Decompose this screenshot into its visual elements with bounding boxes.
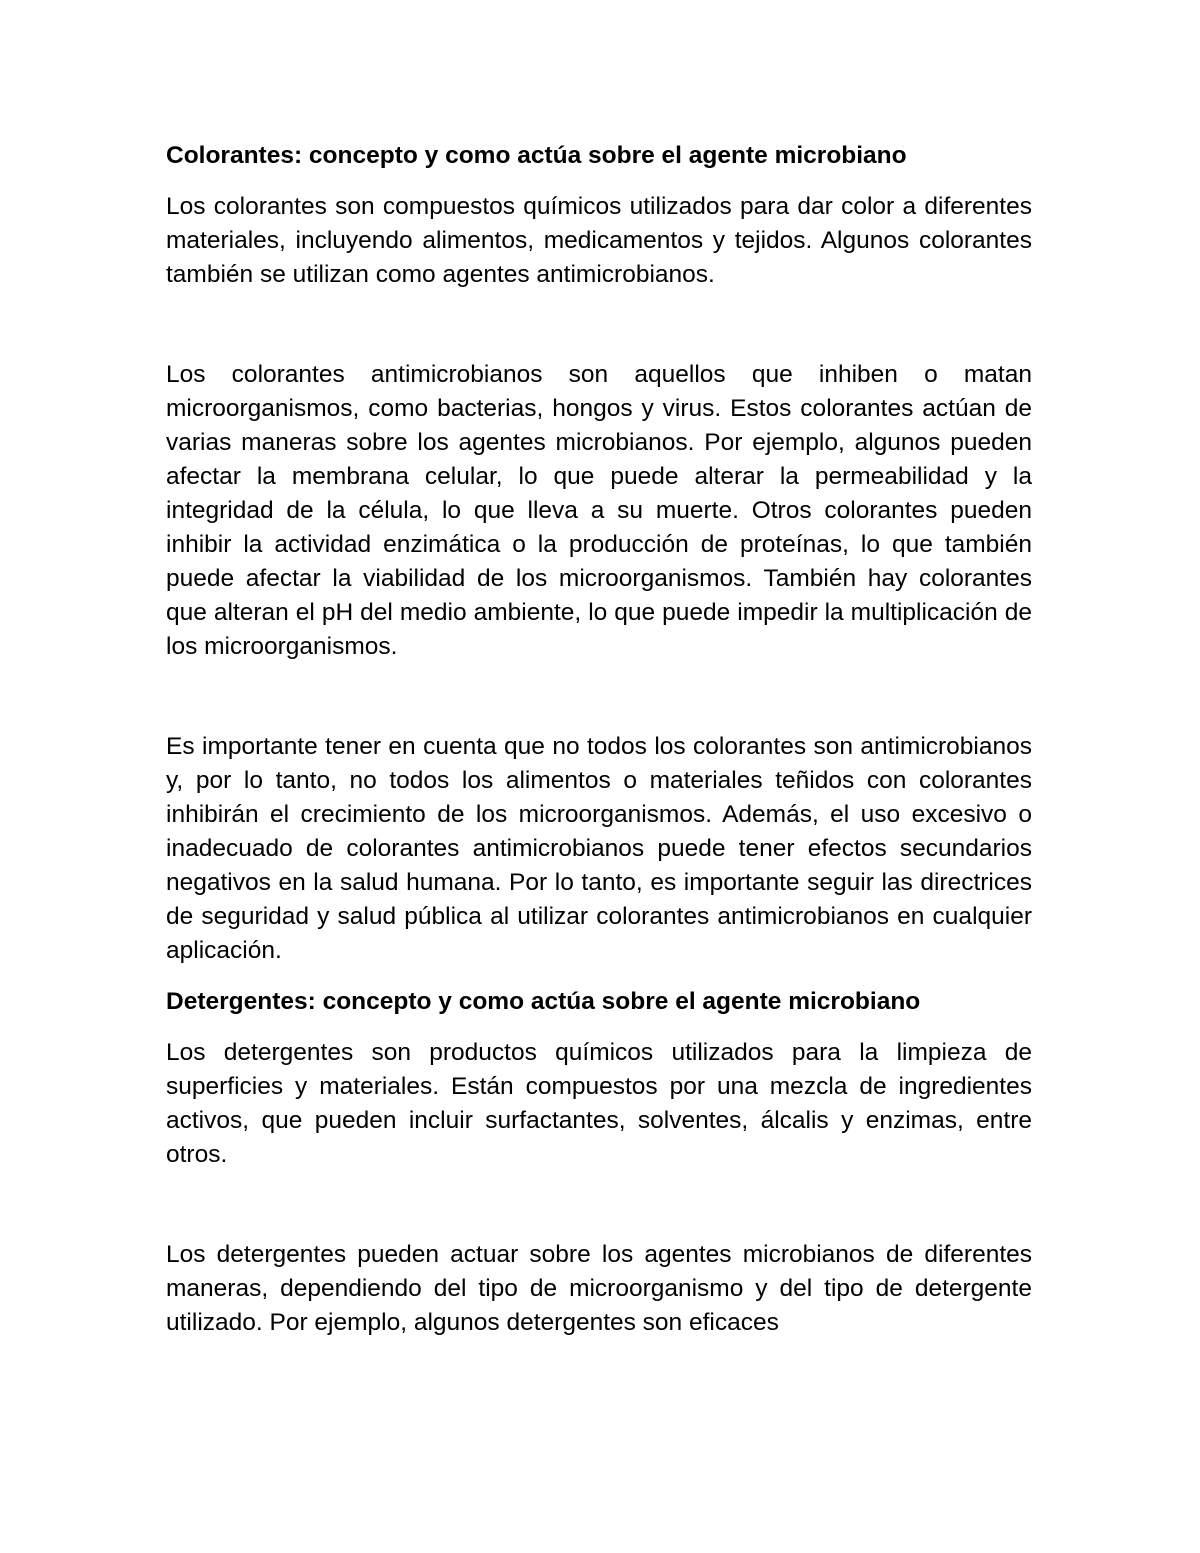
paragraph-spacer — [166, 292, 1032, 358]
paragraph-spacer — [166, 1172, 1032, 1238]
section-heading-detergentes: Detergentes: concepto y como actúa sobre el agente microbiano — [166, 988, 921, 1015]
paragraph: Es importante tener en cuenta que no todos los colorantes son antimicrobianos y, por lo tanto, no todos los alimentos o materiales teñidos con colorantes inhibirán el crecimiento de los microorganismos. Además, el uso excesivo o inadecuado de colorantes antimicrobianos puede tener efectos secundarios negativos en la salud humana. Por lo tanto, es importante seguir las directrices de seguridad y salud pública al utilizar colorantes antimicrobianos en cualquier aplicación. — [166, 733, 1032, 964]
paragraph: Los detergentes pueden actuar sobre los agentes microbianos de diferentes maneras, dependiendo del tipo de microorganismo y del tipo de detergente utilizado. Por ejemplo, algunos detergentes son eficaces — [166, 1241, 1032, 1336]
section-spacer — [166, 968, 1032, 985]
paragraph-spacer — [166, 664, 1032, 730]
paragraph: Los colorantes son compuestos químicos utilizados para dar color a diferentes materiales, incluyendo alimentos, medicamentos y tejidos. Algunos colorantes también se utilizan como agentes antimicrobianos. — [166, 193, 1032, 288]
paragraph: Los detergentes son productos químicos utilizados para la limpieza de superficies y materiales. Están compuestos por una mezcla de ingredientes activos, que pueden incluir surfactantes, solventes, álcalis y enzimas, entre otros. — [166, 1039, 1032, 1168]
document-body — [166, 139, 1032, 1340]
section-heading-colorantes: Colorantes: concepto y como actúa sobre el agente microbiano — [166, 142, 907, 169]
paragraph: Los colorantes antimicrobianos son aquellos que inhiben o matan microorganismos, como bacterias, hongos y virus. Estos colorantes actúan de varias maneras sobre los agentes microbianos. Por ejemplo, algunos pueden afectar la membrana celular, lo que puede alterar la permeabilidad y la integridad de la célula, lo que lleva a su muerte. Otros colorantes pueden inhibir la actividad enzimática o la producción de proteínas, lo que también puede afectar la viabilidad de los microorganismos. También hay colorantes que alteran el pH del medio ambiente, lo que puede impedir la multiplicación de los microorganismos. — [166, 361, 1032, 660]
